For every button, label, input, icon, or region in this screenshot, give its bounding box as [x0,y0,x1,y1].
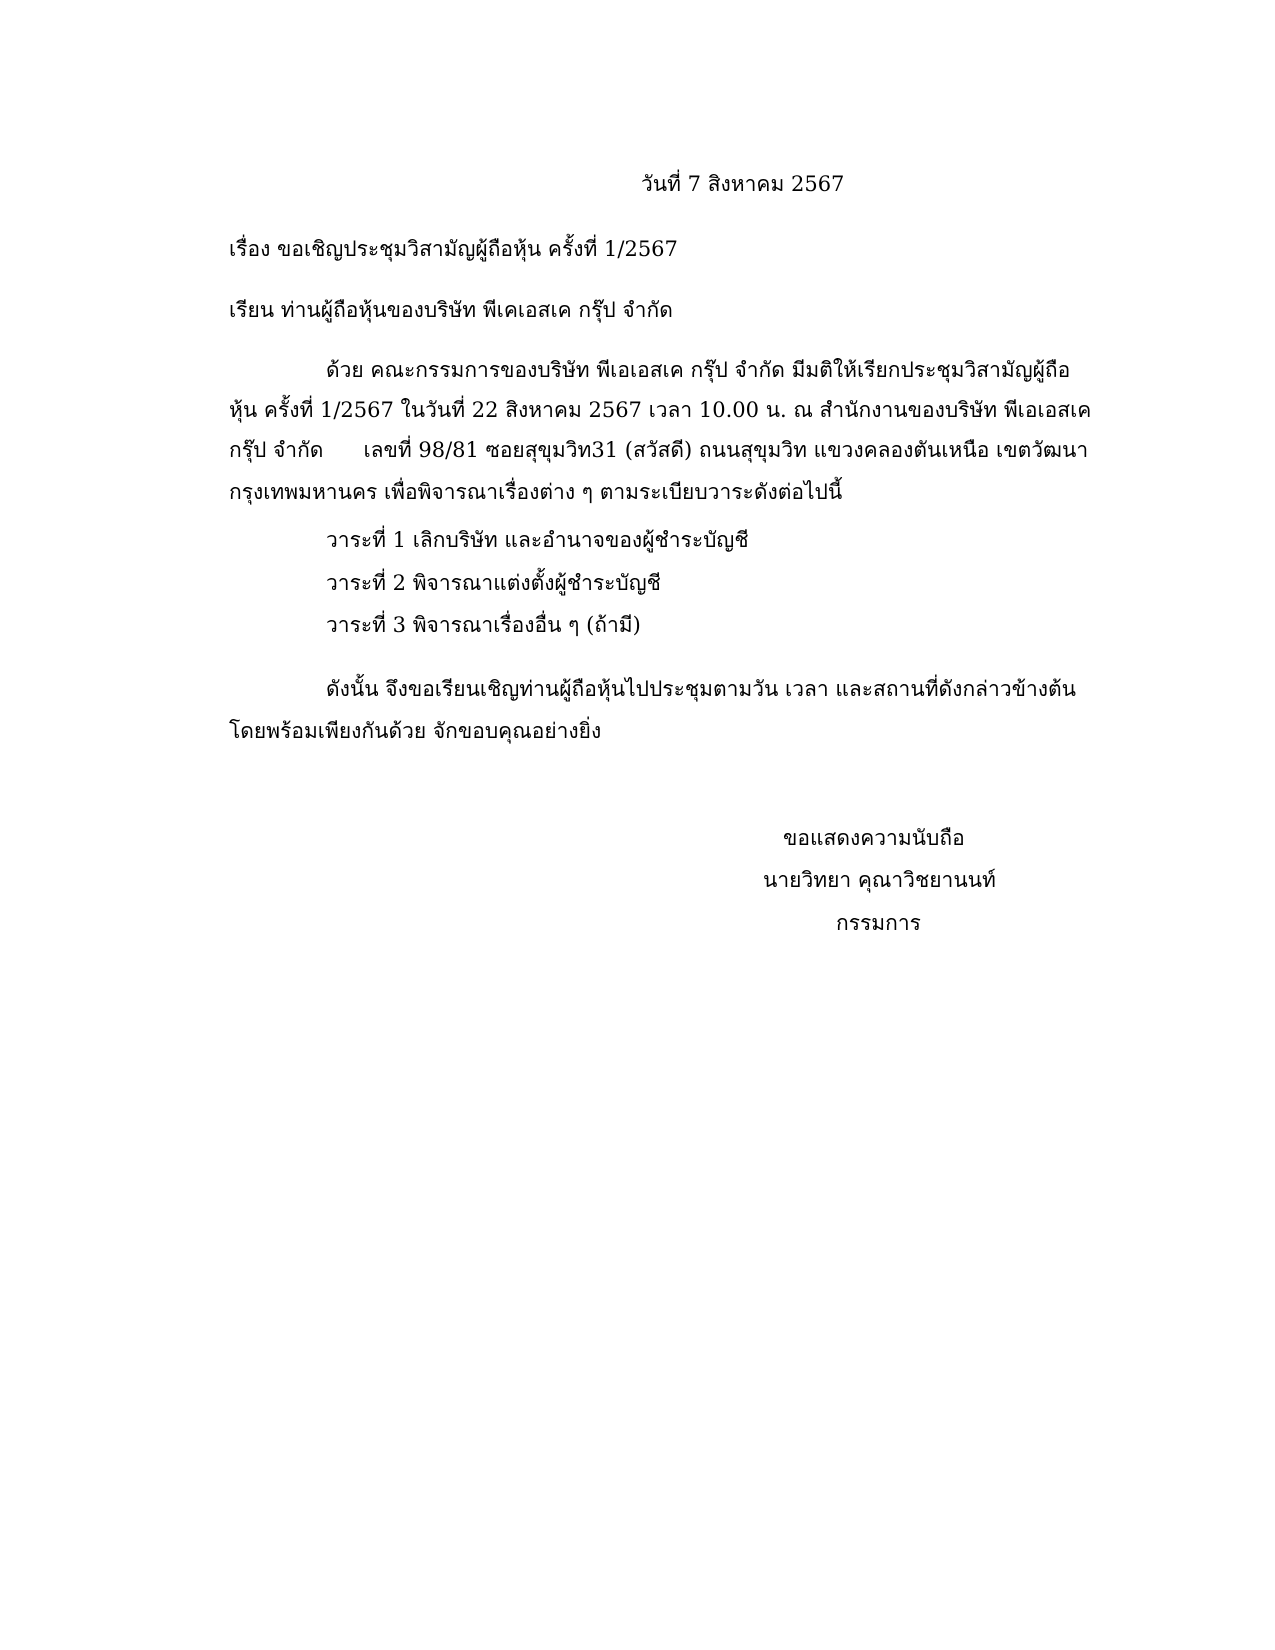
body-line-1: ด้วย คณะกรรมการของบริษัท พีเอเอสเค กรุ๊ป จำกัด มีมติให้เรียกประชุมวิสามัญผู้ถือ [326,358,1071,382]
body-line-3-company: กรุ๊ป จำกัด [229,438,324,462]
closing-line-1: ดังนั้น จึงขอเรียนเชิญท่านผู้ถือหุ้นไปประชุมตามวัน เวลา และสถานที่ดังกล่าวข้างต้น [326,677,1077,701]
agenda-item-3: วาระที่ 3 พิจารณาเรื่องอื่น ๆ (ถ้ามี) [326,613,641,637]
signature-name: นายวิทยา คุณาวิชยานนท์ [763,868,996,892]
body-line-4: กรุงเทพมหานคร เพื่อพิจารณาเรื่องต่าง ๆ ตามระเบียบวาระดังต่อไปนี้ [229,480,843,504]
letter-recipient: เรียน ท่านผู้ถือหุ้นของบริษัท พีเคเอสเค กรุ๊ป จำกัด [229,298,673,322]
letter-subject: เรื่อง ขอเชิญประชุมวิสามัญผู้ถือหุ้น ครั้งที่ 1/2567 [229,237,678,261]
body-line-3-address: เลขที่ 98/81 ซอยสุขุมวิท31 (สวัสดี) ถนนสุขุมวิท แขวงคลองตันเหนือ เขตวัฒนา [363,438,1089,462]
signature-title: กรรมการ [836,911,921,935]
agenda-item-2: วาระที่ 2 พิจารณาแต่งตั้งผู้ชำระบัญชี [326,571,661,595]
closing-line-2: โดยพร้อมเพียงกันด้วย จักขอบคุณอย่างยิ่ง [229,719,602,743]
signature-salutation: ขอแสดงความนับถือ [783,826,965,850]
body-line-2: หุ้น ครั้งที่ 1/2567 ในวันที่ 22 สิงหาคม 2567 เวลา 10.00 น. ณ สำนักงานของบริษัท พีเอเอสเค [229,398,1092,422]
agenda-item-1: วาระที่ 1 เลิกบริษัท และอำนาจของผู้ชำระบัญชี [326,528,749,552]
letter-date: วันที่ 7 สิงหาคม 2567 [641,172,845,196]
body-line-3 [229,435,1088,465]
